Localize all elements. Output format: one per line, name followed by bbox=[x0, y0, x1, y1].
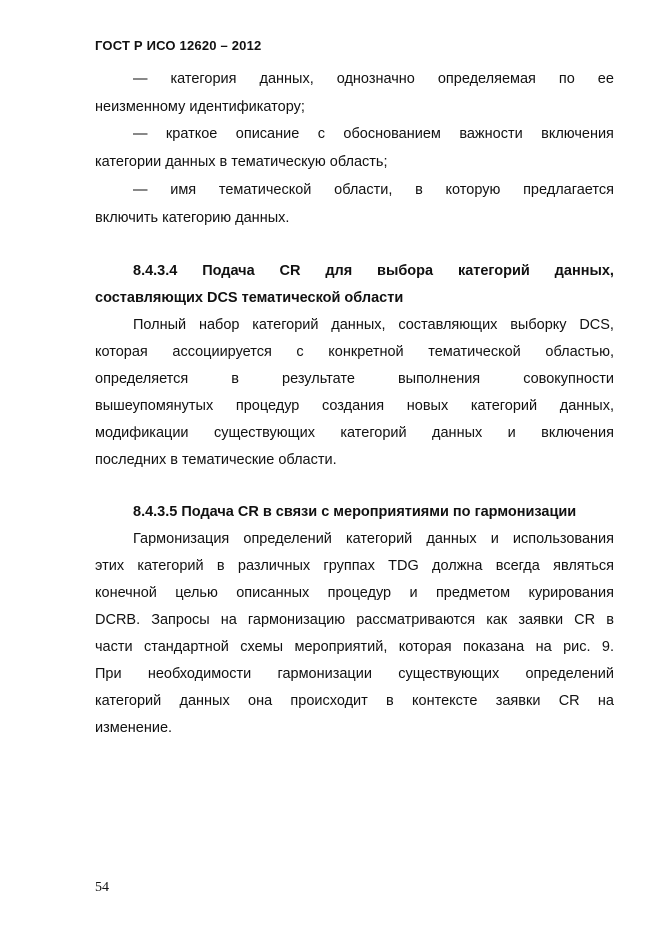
word: на bbox=[220, 612, 237, 628]
list-item-line: включить категорию данных. bbox=[95, 210, 290, 226]
word: выбора bbox=[377, 263, 434, 279]
list-item-line bbox=[95, 181, 614, 199]
word: — bbox=[133, 71, 148, 87]
word: тематической bbox=[218, 182, 312, 198]
word: стандартной bbox=[144, 639, 229, 655]
word: по bbox=[558, 71, 575, 87]
list-item-line: категории данных в тематическую область; bbox=[95, 154, 388, 170]
word: имя bbox=[170, 182, 197, 198]
word: которую bbox=[445, 182, 501, 198]
paragraph-line bbox=[95, 316, 614, 334]
word: Полный bbox=[133, 317, 187, 333]
word: определений bbox=[243, 531, 332, 547]
word: ее bbox=[597, 71, 614, 87]
word: части bbox=[95, 639, 133, 655]
word: обоснованием bbox=[343, 126, 441, 142]
word: происходит bbox=[290, 693, 368, 709]
word: в bbox=[415, 182, 423, 198]
word: в bbox=[386, 693, 394, 709]
word: гармонизации bbox=[277, 666, 372, 682]
word: которая bbox=[398, 639, 452, 655]
word: DCRB. bbox=[95, 612, 141, 628]
word: вышеупомянутых bbox=[95, 398, 214, 414]
paragraph-line bbox=[95, 424, 614, 442]
paragraph-line bbox=[95, 584, 614, 602]
word: в bbox=[231, 371, 239, 387]
word: на bbox=[535, 639, 552, 655]
paragraph-line bbox=[95, 665, 614, 683]
section-title: 8.4.3.5 Подача CR в связи с мероприятиями по гармонизации bbox=[133, 504, 577, 520]
word: как bbox=[486, 612, 508, 628]
paragraph-line bbox=[95, 370, 614, 388]
word: CR bbox=[574, 612, 596, 628]
list-item-line bbox=[95, 70, 614, 88]
word: тематической bbox=[428, 344, 521, 360]
word: в bbox=[216, 558, 225, 574]
word: целью bbox=[175, 585, 218, 601]
paragraph-line bbox=[95, 692, 614, 710]
word: описание bbox=[235, 126, 300, 142]
paragraph-line bbox=[95, 611, 614, 629]
word: схемы bbox=[240, 639, 284, 655]
word: категорий bbox=[457, 263, 530, 279]
word: включения bbox=[541, 126, 614, 142]
word: рассматриваются bbox=[356, 612, 476, 628]
word: TDG bbox=[388, 558, 419, 574]
word: процедур bbox=[327, 585, 392, 601]
word: CR bbox=[279, 263, 301, 279]
word: данных, bbox=[259, 71, 314, 87]
word: которая bbox=[95, 344, 148, 360]
word: использования bbox=[512, 531, 614, 547]
paragraph-line bbox=[95, 530, 614, 548]
word: Подача bbox=[202, 263, 255, 279]
paragraph-line: изменение. bbox=[95, 720, 173, 736]
word: категорий bbox=[470, 398, 538, 414]
word: гармонизацию bbox=[247, 612, 346, 628]
word: описанных bbox=[236, 585, 310, 601]
word: существующих bbox=[398, 666, 500, 682]
word: категорий bbox=[252, 317, 319, 333]
word: CR bbox=[558, 693, 580, 709]
paragraph-line bbox=[95, 397, 614, 415]
word: определяемая bbox=[437, 71, 536, 87]
word: заявки bbox=[518, 612, 564, 628]
word: модификации bbox=[95, 425, 189, 441]
word: с bbox=[296, 344, 304, 360]
word: — bbox=[133, 182, 148, 198]
word: в bbox=[606, 612, 614, 628]
word: выполнения bbox=[397, 371, 481, 387]
word: с bbox=[317, 126, 325, 142]
word: мероприятий, bbox=[294, 639, 388, 655]
word: категорий bbox=[346, 531, 413, 547]
word: на bbox=[597, 693, 614, 709]
word: она bbox=[248, 693, 273, 709]
word: При bbox=[95, 666, 122, 682]
word: новых bbox=[406, 398, 449, 414]
word: выборку bbox=[510, 317, 567, 333]
word: результате bbox=[282, 371, 355, 387]
word: этих bbox=[95, 558, 125, 574]
word: определений bbox=[525, 666, 614, 682]
word: области, bbox=[334, 182, 393, 198]
word: существующих bbox=[213, 425, 315, 441]
word: DCS, bbox=[579, 317, 614, 333]
word: Гармонизация bbox=[133, 531, 230, 547]
word: — bbox=[133, 126, 148, 142]
word: категорий bbox=[137, 558, 204, 574]
page-number: 54 bbox=[95, 880, 109, 895]
section-title: составляющих DCS тематической области bbox=[95, 290, 404, 306]
paragraph-line bbox=[95, 638, 614, 656]
word: 9. bbox=[601, 639, 614, 655]
word: данных, bbox=[554, 263, 614, 279]
word: Запросы bbox=[151, 612, 210, 628]
word: 8.4.3.4 bbox=[133, 263, 178, 279]
word: важности bbox=[459, 126, 523, 142]
word: данных, bbox=[559, 398, 614, 414]
word: конкретной bbox=[328, 344, 404, 360]
document-header: ГОСТ Р ИСО 12620 – 2012 bbox=[95, 38, 262, 53]
word: для bbox=[325, 263, 353, 279]
word: контексте bbox=[412, 693, 478, 709]
word: данных bbox=[432, 425, 483, 441]
word: показана bbox=[462, 639, 525, 655]
word: необходимости bbox=[147, 666, 252, 682]
word: и bbox=[490, 531, 499, 547]
word: данных bbox=[179, 693, 230, 709]
word: категория bbox=[170, 71, 237, 87]
list-item-line: неизменному идентификатору; bbox=[95, 99, 305, 115]
word: краткое bbox=[165, 126, 218, 142]
word: областью, bbox=[545, 344, 614, 360]
word: конечной bbox=[95, 585, 157, 601]
word: включения bbox=[541, 425, 614, 441]
word: должна bbox=[432, 558, 483, 574]
word: данных, bbox=[331, 317, 386, 333]
word: предметом bbox=[435, 585, 511, 601]
paragraph-line bbox=[95, 343, 614, 361]
word: создания bbox=[321, 398, 385, 414]
word: предлагается bbox=[523, 182, 614, 198]
word: различных bbox=[237, 558, 311, 574]
word: составляющих bbox=[398, 317, 498, 333]
list-item-line bbox=[95, 125, 614, 143]
word: определяется bbox=[95, 371, 189, 387]
word: категорий bbox=[340, 425, 407, 441]
word: заявки bbox=[495, 693, 541, 709]
word: набор bbox=[198, 317, 240, 333]
word: ассоциируется bbox=[172, 344, 272, 360]
word: однозначно bbox=[336, 71, 415, 87]
word: данных bbox=[426, 531, 477, 547]
word: и bbox=[507, 425, 516, 441]
word: всегда bbox=[495, 558, 540, 574]
word: категорий bbox=[95, 693, 162, 709]
word: процедур bbox=[235, 398, 300, 414]
section-title bbox=[95, 262, 614, 280]
word: и bbox=[409, 585, 418, 601]
word: курирования bbox=[528, 585, 614, 601]
word: совокупности bbox=[523, 371, 614, 387]
word: являться bbox=[553, 558, 614, 574]
paragraph-line bbox=[95, 557, 614, 575]
word: группах bbox=[323, 558, 375, 574]
word: рис. bbox=[563, 639, 591, 655]
paragraph-line: последних в тематические области. bbox=[95, 452, 337, 468]
